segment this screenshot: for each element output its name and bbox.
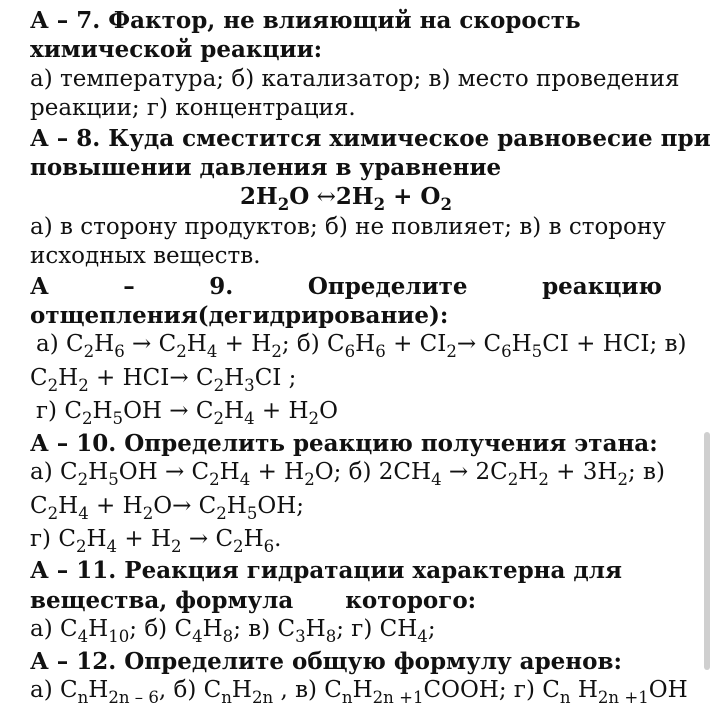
- q10-options-line1: а) $C_2H_5OH \to C_2H_4 + H_2O$; б) $2CH_4 \to 2C_2H_2 + 3H_2$; в): [30, 459, 665, 489]
- q9-options-line3: г) $C_2H_5OH \to C_2H_4 + H_2O$: [36, 398, 338, 429]
- q7-heading-line2: химической реакции:: [30, 36, 323, 64]
- q9-options-line1: а) $C_2H_6 \to C_2H_4 + H_2$; б) $C_6H_6 + CI_2\to C_6H_5CI$ + HCI; в): [36, 331, 687, 362]
- q8-equation: $2H_2O$ $\leftrightarrow 2H_2 + O_2$: [240, 183, 452, 215]
- q12-heading: А – 12. Определите общую формулу аренов:: [30, 647, 622, 675]
- q8-heading-line2: повышении давления в уравнение: [30, 154, 502, 182]
- q8-options-line2: исходных веществ.: [30, 243, 261, 270]
- q10-options-line2: $C_2H_4 + H_2O\to C_2H_5OH$;: [30, 492, 305, 523]
- q9-options-line2: $C_2H_2 + HCI\to C_2H_3CI$ ;: [30, 364, 297, 395]
- q11-options: а) $C_4H_{10}$; б) $C_4H_8$; в) $C_3H_8$; г) $CH_4$;: [30, 616, 436, 646]
- q8-options-line1: а) в сторону продуктов; б) не повлияет; в) в сторону: [30, 213, 666, 240]
- q7-heading-line1: А – 7. Фактор, не влияющий на скорость: [30, 7, 581, 34]
- q12-options: а) $C_nH_{2n - 6}$, б) $C_nH_{2n}$ , в) $C_nH_{2n +1}COOH$; г) $C_n$ $H_{2n +1}OH$: [30, 676, 688, 707]
- q9-heading-line1: А – 9. Определите реакцию: [30, 272, 662, 300]
- q11-heading-line1: А – 11. Реакция гидратации характерна для: [30, 557, 622, 585]
- q9-heading-line2: отщепления(дегидрирование):: [30, 302, 449, 330]
- q7-options-line2: реакции; г) концентрация.: [30, 95, 356, 122]
- q8-heading-line1: А – 8. Куда сместится химическое равновесие при: [30, 124, 711, 152]
- scrollbar-thumb[interactable]: [704, 432, 710, 670]
- q7-options-line1: а) температура; б) катализатор; в) место проведения: [30, 65, 680, 92]
- q10-heading: А – 10. Определить реакцию получения этана:: [30, 429, 658, 457]
- document-page: [30, 6, 711, 707]
- q11-heading-line2: вещества, формула которого:: [30, 586, 477, 614]
- q10-options-line3: г) $C_2H_4 + H_2 \to C_2H_6$.: [30, 525, 282, 556]
